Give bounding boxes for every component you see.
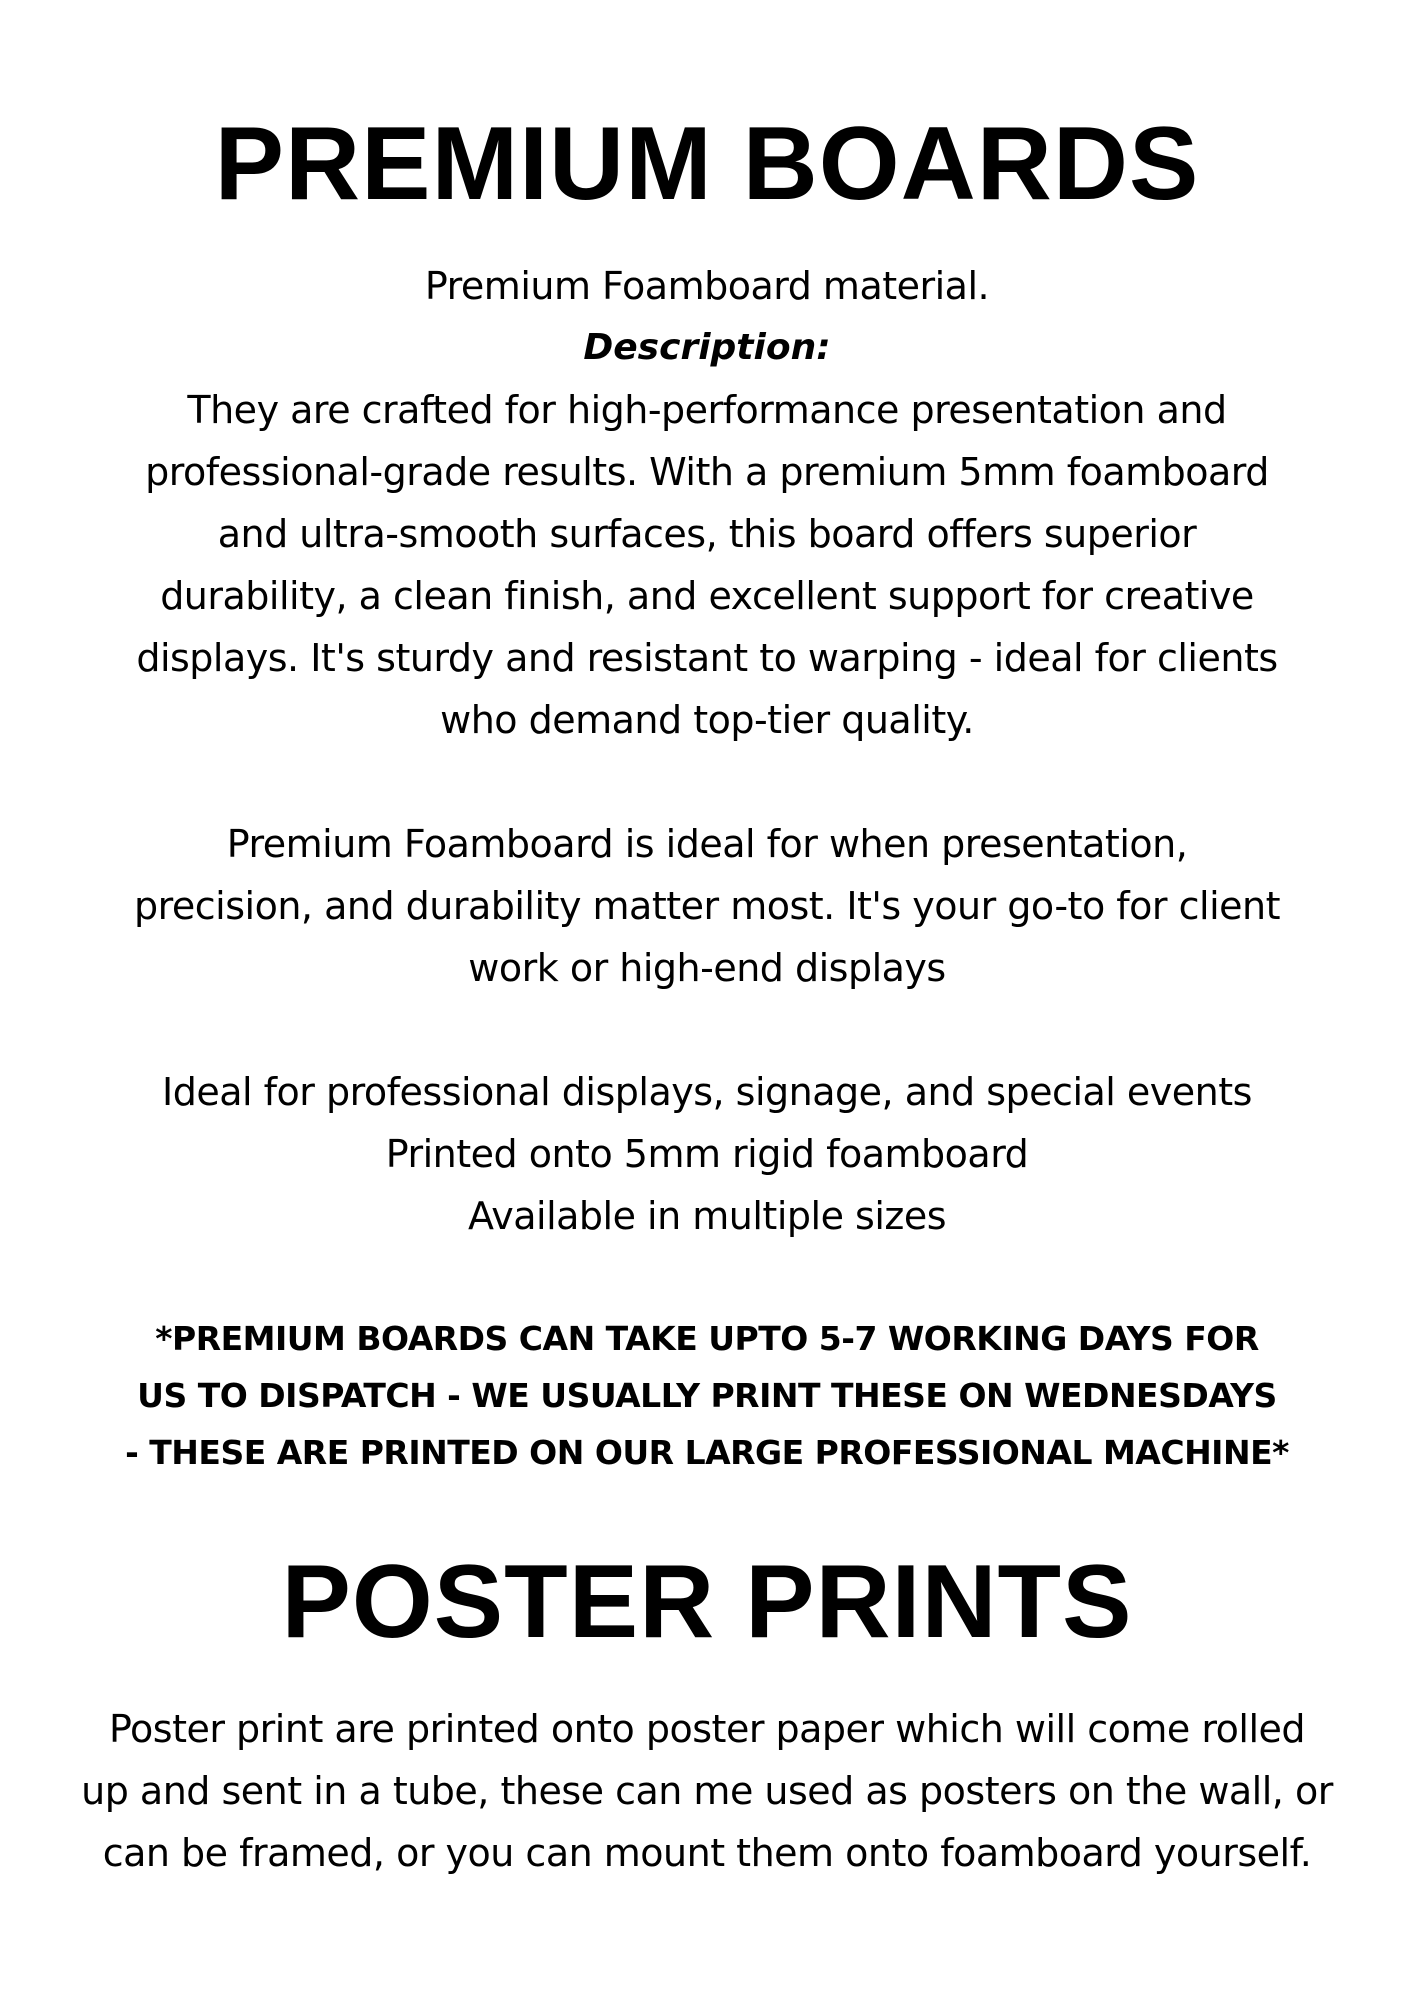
description-line: displays. It's sturdy and resistant to warping - ideal for clients: [136, 636, 1278, 680]
description-line: professional-grade results. With a premium 5mm foamboard: [145, 450, 1269, 494]
description-line: They are crafted for high-performance presentation and: [187, 388, 1227, 432]
dispatch-notice: [60, 1310, 1354, 1481]
premium-subtitle: Premium Foamboard material.: [424, 264, 990, 308]
ideal-line: Premium Foamboard is ideal for when presentation,: [226, 822, 1188, 866]
notice-line: - THESE ARE PRINTED ON OUR LARGE PROFESSIONAL MACHINE*: [125, 1433, 1289, 1472]
poster-prints-heading: POSTER PRINTS: [281, 1544, 1133, 1660]
premium-subtitle-block: [60, 255, 1354, 379]
description-line: durability, a clean finish, and excellent support for creative: [160, 574, 1254, 618]
description-line: and ultra-smooth surfaces, this board offers superior: [217, 512, 1197, 556]
ideal-line: precision, and durability matter most. It's your go-to for client: [133, 884, 1280, 928]
description-label: Description:: [583, 327, 831, 368]
feature-line: Available in multiple sizes: [467, 1194, 947, 1238]
notice-line: US TO DISPATCH - WE USUALLY PRINT THESE ON WEDNESDAYS: [137, 1376, 1277, 1415]
premium-features: [60, 1061, 1354, 1247]
ideal-line: work or high-end displays: [468, 946, 946, 990]
description-line: who demand top-tier quality.: [440, 698, 974, 742]
poster-line: up and sent in a tube, these can me used as posters on the wall, or: [81, 1769, 1333, 1813]
premium-boards-heading: PREMIUM BOARDS: [214, 106, 1200, 222]
feature-line: Printed onto 5mm rigid foamboard: [385, 1132, 1029, 1176]
premium-description: [60, 379, 1354, 751]
poster-line: Poster print are printed onto poster paper which will come rolled: [108, 1707, 1306, 1751]
poster-description: [60, 1698, 1354, 1884]
notice-line: *PREMIUM BOARDS CAN TAKE UPTO 5-7 WORKING DAYS FOR: [155, 1319, 1259, 1358]
premium-ideal-paragraph: [60, 813, 1354, 999]
feature-line: Ideal for professional displays, signage, and special events: [162, 1070, 1252, 1114]
poster-line: can be framed, or you can mount them onto foamboard yourself.: [102, 1831, 1312, 1875]
